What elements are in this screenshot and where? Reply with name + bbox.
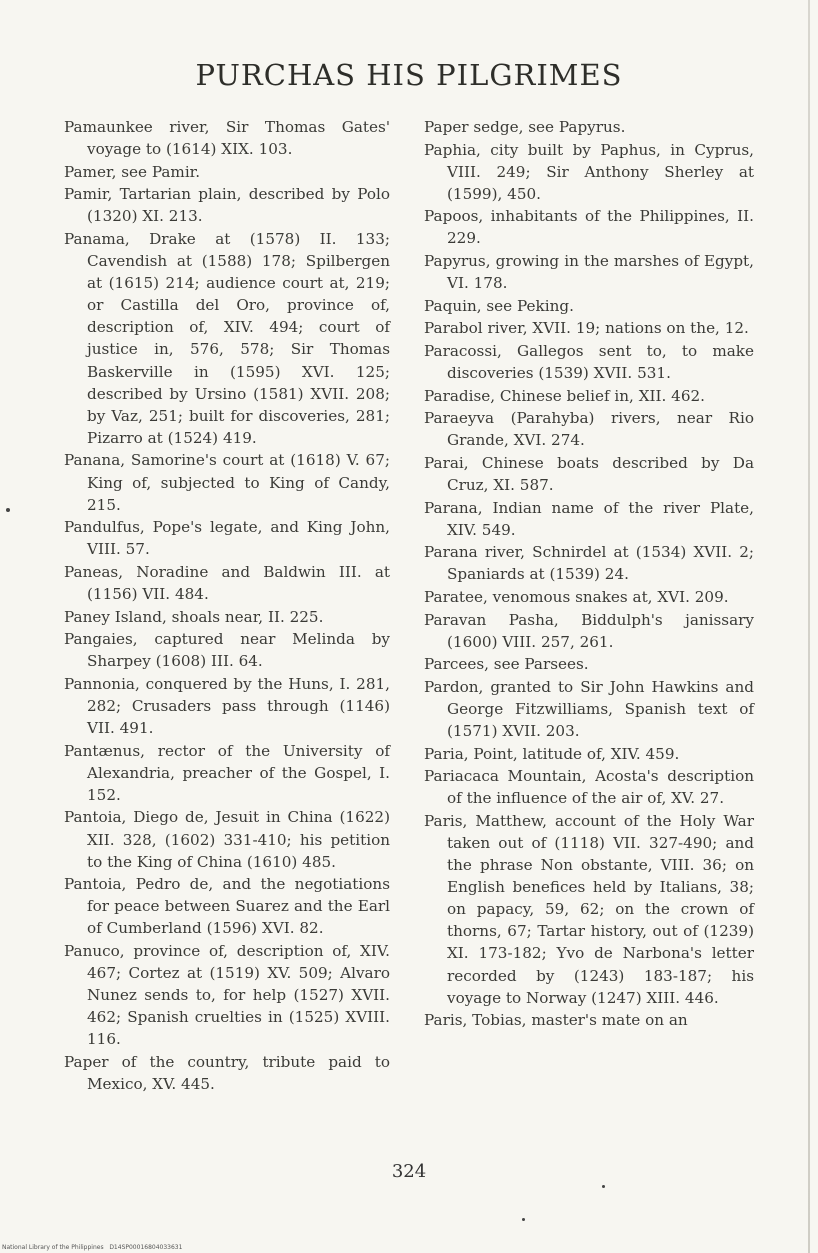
index-entry: Pantænus, rector of the University of Alexandria, preacher of the Gospel, I. 152. <box>64 741 390 804</box>
index-entry: Paria, Point, latitude of, XIV. 459. <box>424 744 680 763</box>
index-entry: Paneas, Noradine and Baldwin III. at (1156) VII. 484. <box>64 562 390 603</box>
index-entry: Pamir, Tartarian plain, described by Polo (1320) XI. 213. <box>64 185 390 226</box>
index-entry: Paquin, see Peking. <box>424 296 574 315</box>
index-entry: Panuco, province of, description of, XIV. 467; Cortez at (1519) XV. 509; Alvaro Nunez sends to, for help (1527) XVII. 462; Spanish cruelties in (1525) XVIII. 116. <box>64 941 390 1049</box>
footer-institution: National Library of the Philippines <box>2 1244 104 1251</box>
index-entry: Paraeyva (Parahyba) rivers, near Rio Grande, XVI. 274. <box>424 409 754 450</box>
page-edge-shadow <box>808 0 810 1253</box>
index-entry: Pannonia, conquered by the Huns, I. 281, 282; Crusaders pass through (1146) VII. 491. <box>64 674 390 738</box>
index-column-right <box>424 116 754 1032</box>
page-number: 324 <box>391 1161 427 1182</box>
index-entry: Parai, Chinese boats described by Da Cruz, XI. 587. <box>424 453 754 494</box>
footer-id: D14SP00016804033631 <box>109 1244 183 1251</box>
print-speck <box>6 508 10 512</box>
index-entry: Paper of the country, tribute paid to Mexico, XV. 445. <box>64 1052 390 1094</box>
print-speck <box>602 1185 605 1188</box>
index-entry: Paris, Tobias, master's mate on an <box>424 1011 688 1030</box>
index-entry: Pantoia, Diego de, Jesuit in China (1622) XII. 328, (1602) 331-410; his petition to the King of China (1610) 485. <box>64 808 390 871</box>
index-entry: Paper sedge, see Papyrus. <box>424 118 626 136</box>
index-entry: Parana river, Schnirdel at (1534) XVII. 2; Spaniards at (1539) 24. <box>424 543 754 584</box>
index-entry: Papoos, inhabitants of the Philippines, II. 229. <box>424 207 754 248</box>
index-entry: Paravan Pasha, Biddulph's janissary (1600) VIII. 257, 261. <box>424 610 754 651</box>
index-entry: Paradise, Chinese belief in, XII. 462. <box>424 386 705 405</box>
index-entry: Pangaies, captured near Melinda by Sharpey (1608) III. 64. <box>64 630 390 671</box>
index-entry: Pantoia, Pedro de, and the negotiations for peace between Suarez and the Earl of Cumberland (1596) XVI. 82. <box>64 875 390 938</box>
index-entry: Paney Island, shoals near, II. 225. <box>64 607 324 626</box>
index-entry: Panama, Drake at (1578) II. 133; Cavendish at (1588) 178; Spilbergen at (1615) 214; audience court at, 219; or Castilla del Oro, province of, description of, XIV. 494; court of justice in, 576, 578; Sir Thomas Baskerville in (1595) XVI. 125; described by Ursino (1581) XVII. 208; by Vaz, 251; built for discoveries, 281; Pizarro at (1524) 419. <box>64 229 390 447</box>
index-entry: Paratee, venomous snakes at, XVI. 209. <box>424 587 729 606</box>
index-entry: Pariacaca Mountain, Acosta's description of the influence of the air of, XV. 27. <box>424 767 754 808</box>
index-entry: Panana, Samorine's court at (1618) V. 67; King of, subjected to King of Candy, 215. <box>64 451 390 514</box>
index-entry: Paracossi, Gallegos sent to, to make discoveries (1539) XVII. 531. <box>424 341 754 383</box>
index-entry: Paris, Matthew, account of the Holy War taken out of (1118) VII. 327-490; and the phrase Non obstante, VIII. 36; on English benefices held by Italians, 38; on papacy, 59, 62; on the crown of thorns, 67; Tartar history, out of (1239) XI. 173-182; Yvo de Narbona's letter recorded by (1243) 183-187; his voyage to Norway (1247) XIII. 446. <box>424 811 754 1007</box>
index-entry: Pamaunkee river, Sir Thomas Gates' voyage to (1614) XIX. 103. <box>64 118 390 159</box>
page-title: PURCHAS HIS PILGRIMES <box>195 58 623 92</box>
index-entry: Paphia, city built by Paphus, in Cyprus, VIII. 249; Sir Anthony Sherley at (1599), 450. <box>424 140 754 203</box>
print-speck <box>522 1218 525 1221</box>
scan-footer <box>2 1244 182 1251</box>
index-column-left <box>64 116 390 1096</box>
index-entry: Pandulfus, Pope's legate, and King John, VIII. 57. <box>64 518 390 559</box>
index-entry: Papyrus, growing in the marshes of Egypt, VI. 178. <box>424 252 754 293</box>
index-entry: Pardon, granted to Sir John Hawkins and George Fitzwilliams, Spanish text of (1571) XVII. 203. <box>424 677 754 741</box>
index-entry: Pamer, see Pamir. <box>64 162 201 181</box>
index-entry: Parabol river, XVII. 19; nations on the, 12. <box>424 319 749 338</box>
index-entry: Parana, Indian name of the river Plate, XIV. 549. <box>424 498 754 539</box>
index-entry: Parcees, see Parsees. <box>424 655 589 674</box>
